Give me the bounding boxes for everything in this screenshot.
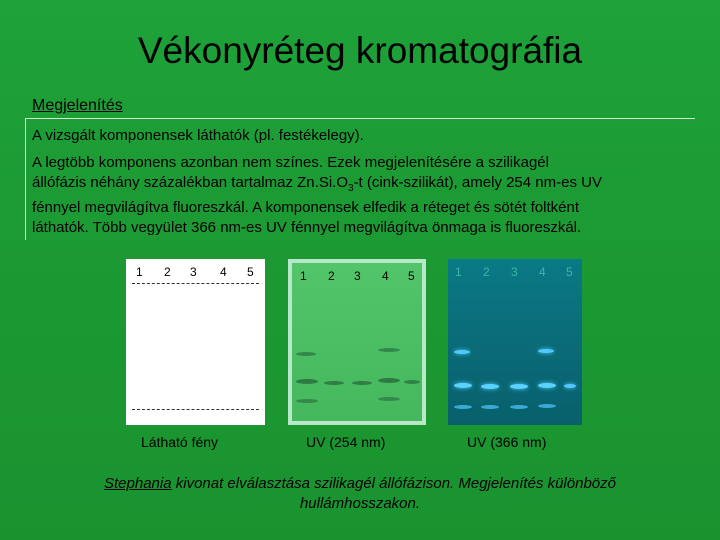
fluorescent-spot [481,384,499,389]
paragraph-line: láthatók. Több vegyület 366 nm-es UV fénnyel megvilágítva önmaga is fluoreszkál. [32,218,582,236]
figure-caption [0,474,720,514]
caption-line: Stephania kivonat elválasztása szilikagél állófázison. Megjelenítés különböző [104,475,616,492]
tlc-plate-visible [126,259,265,425]
solvent-front-line [132,283,259,284]
lane-number: 1 [300,269,307,283]
spot [296,379,318,384]
lane-number: 1 [136,265,143,279]
lane-number: 2 [328,269,335,283]
lane-number: 5 [408,269,415,283]
lane-number: 4 [220,265,227,279]
spot [352,381,372,385]
fluorescent-spot [481,405,499,409]
fluorescent-spot [454,405,472,409]
tlc-plate-uv254 [288,259,426,425]
species-name: Stephania [104,475,172,492]
start-line [132,409,259,410]
lane-number: 2 [483,265,490,279]
paragraph-line: A legtöbb komponens azonban nem színes. Ezek megjelenítésére a szilikagél [32,154,549,171]
fluorescent-spot [538,383,556,388]
lane-number: 3 [354,269,361,283]
lane-number: 4 [539,265,546,279]
paragraph-detail [32,153,712,237]
spot [296,399,318,403]
section-divider [25,118,695,119]
fluorescent-spot [510,405,528,409]
lane-number: 4 [382,269,389,283]
spot [378,348,400,352]
fluorescent-spot [454,383,472,388]
paragraph-intro: A vizsgált komponensek láthatók (pl. festékelegy). [32,127,364,144]
spot [404,380,420,384]
caption-visible-light: Látható fény [141,434,219,450]
caption-uv254: UV (254 nm) [306,434,386,450]
paragraph-line: fénnyel megvilágítva fluoreszkál. A komponensek elfedik a réteget és sötét foltként [32,199,579,216]
lane-number: 3 [190,265,197,279]
fluorescent-spot [510,384,528,389]
caption-uv366: UV (366 nm) [467,434,547,450]
lane-numbers [292,269,422,285]
lane-numbers [126,265,265,281]
subscript: 3 [348,182,354,194]
spot [378,378,400,383]
lane-number: 2 [164,265,171,279]
section-divider-vertical [25,118,26,240]
caption-line: hullámhosszakon. [299,495,421,512]
fluorescent-spot [564,384,576,388]
lane-numbers [448,265,582,281]
section-label: Megjelenítés [32,97,123,114]
lane-number: 5 [247,265,254,279]
spot [296,352,316,356]
fluorescent-spot [538,404,556,408]
spot [324,381,344,385]
slide-title: Vékonyréteg kromatográfia [137,30,583,71]
spot [378,397,400,401]
lane-number: 5 [566,265,573,279]
fluorescent-spot [454,350,470,354]
plate-layer [292,263,422,421]
tlc-plate-uv366 [448,259,582,425]
lane-number: 1 [455,265,462,279]
paragraph-line: állófázis néhány százalékban tartalmaz $Zn.Si.O_3-t$ (cink-szilikát), amely 254 nm-es UV [32,173,602,194]
fluorescent-spot [538,349,554,353]
lane-number: 3 [511,265,518,279]
